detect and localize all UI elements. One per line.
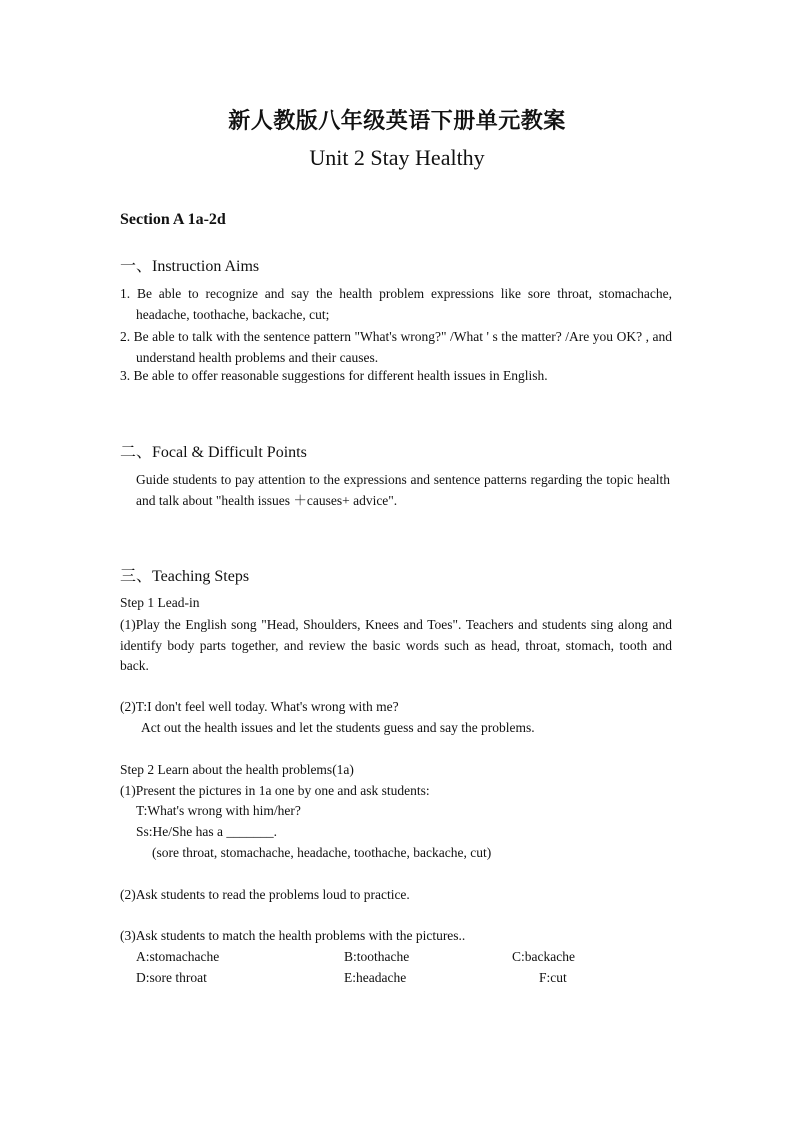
step2-paragraph-1: (1)Present the pictures in 1a one by one and ask students:: [120, 783, 430, 798]
aim-item-1: 1. Be able to recognize and say the health problem expressions like sore throat, stomachache, headache, toothache, backache, cut;: [120, 286, 672, 322]
heading-focal-points: 二、Focal & Difficult Points: [120, 444, 307, 461]
step2-title: Step 2 Learn about the health problems(1a): [120, 762, 354, 777]
answer-options: (sore throat, stomachache, headache, toothache, backache, cut): [152, 845, 492, 860]
match-item-f: F:cut: [539, 970, 567, 985]
match-item-b: B:toothache: [344, 949, 410, 964]
heading-instruction-aims: 一、Instruction Aims: [120, 258, 260, 275]
section-label: Section A 1a-2d: [120, 211, 226, 228]
focal-points-text: Guide students to pay attention to the expressions and sentence patterns regarding the topic health and talk about "health issues ＋causes+ advice".: [136, 472, 670, 508]
step2-paragraph-2: (2)Ask students to read the problems loud to practice.: [120, 887, 410, 902]
step1-paragraph-2-line2: Act out the health issues and let the students guess and say the problems.: [141, 720, 535, 735]
aim-item-2: 2. Be able to talk with the sentence pattern "What's wrong?" /What ' s the matter? /Are you OK? , and understand health problems and their causes.: [120, 329, 672, 365]
match-item-e: E:headache: [344, 970, 407, 985]
students-answer: Ss:He/She has a _______.: [136, 824, 277, 839]
unit-title: Unit 2 Stay Healthy: [309, 145, 485, 170]
heading-teaching-steps: 三、Teaching Steps: [120, 568, 250, 585]
step1-paragraph-2-line1: (2)T:I don't feel well today. What's wrong with me?: [120, 699, 399, 714]
match-item-d: D:sore throat: [136, 970, 207, 985]
match-item-c: C:backache: [512, 949, 575, 964]
match-item-a: A:stomachache: [136, 949, 220, 964]
step1-title: Step 1 Lead-in: [120, 595, 200, 610]
teacher-question: T:What's wrong with him/her?: [136, 803, 301, 818]
step1-paragraph-1: (1)Play the English song "Head, Shoulders, Knees and Toes". Teachers and students sing along and identify body parts together, and review the basic words such as head, throat, stomach, tooth and back.: [120, 617, 672, 674]
aim-item-3: 3. Be able to offer reasonable suggestions for different health issues in English.: [120, 368, 548, 383]
document-title: 新人教版八年级英语下册单元教案: [228, 109, 566, 134]
step2-paragraph-3: (3)Ask students to match the health problems with the pictures..: [120, 928, 466, 943]
